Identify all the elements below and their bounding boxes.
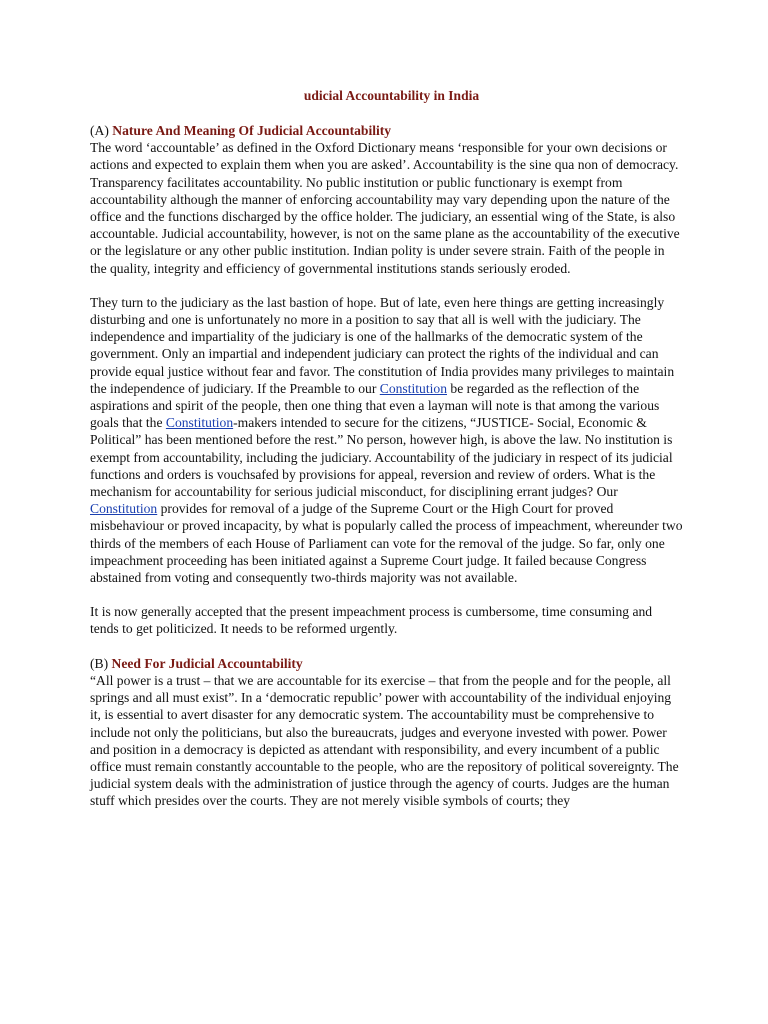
para2-text-3: -makers intended to secure for the citizens, “JUSTICE- Social, Economic & Political” has been mentioned before the rest.” No person, however high, is above the law. No institution is exempt from accountability, including the judiciary. Accountability of the judiciary in respect of its judicial functions and orders is vouchsafed by provisions for appeal, reversion and review of orders. What is the mechanism for accountability for serious judicial misconduct, for disciplining errant judges? Our [90,415,673,500]
constitution-link-1[interactable]: Constitution [379,380,447,396]
section-a-heading-text: Nature And Meaning Of Judicial Accountability [112,123,392,138]
document-title: udicial Accountability in India [303,88,480,103]
section-b-heading [90,655,683,672]
section-b-prefix: (B) [90,655,112,671]
para2-text-4: provides for removal of a judge of the Supreme Court or the High Court for proved misbehaviour or proved incapacity, by what is popularly called the process of impeachment, whereunder two thirds of the members of each House of Parliament can vote for the removal of the judge. So far, only one impeachment proceeding has been initiated against a Supreme Court judge. It failed because Congress abstained from voting and consequently two-thirds majority was not available. [90,501,683,586]
section-b-heading-text: Need For Judicial Accountability [111,655,303,671]
section-a-heading [90,122,683,139]
para2-text-1: They turn to the judiciary as the last bastion of hope. But of late, even here things are getting increasingly disturbing and one is unfortunately no more in a position to say that all is well with the judiciary. The independence and impartiality of the judiciary is one of the hallmarks of the democratic system of the government. Only an impartial and independent judiciary can protect the rights of the individual and can provide equal justice without fear and favor. The constitution of India provides many privileges to maintain the independence of judiciary. If the Preamble to our [90,294,675,396]
section-a-paragraph-2 [90,294,683,586]
constitution-link-3[interactable]: Constitution [90,501,158,517]
constitution-link-2[interactable]: Constitution [165,415,234,431]
section-a-paragraph-3: It is now generally accepted that the present impeachment process is cumbersome, time consuming and tends to get politicized. It needs to be reformed urgently. [90,604,653,637]
section-b-paragraph-1: “All power is a trust – that we are accountable for its exercise – that from the people and for the people, all springs and all must exist”. In a ‘democratic republic’ power with accountability of the individual enjoying it, is essential to avert disaster for any democratic system. The accountability must be comprehensive to include not only the politicians, but also the bureaucrats, judges and everyone invested with power. Power and position in a democracy is depicted as attendant with responsibility, and every incumbent of a public office must remain constantly accountable to the people, who are the repository of political sovereignty. The judicial system deals with the administration of justice through the agency of courts. Judges are the human stuff which presides over the courts. They are not merely visible symbols of courts; they [90,672,679,809]
section-a-prefix: (A) [90,123,113,138]
section-a-paragraph-1: The word ‘accountable’ as defined in the Oxford Dictionary means ‘responsible for your own decisions or actions and expected to explain them when you are asked’. Accountability is the sine qua non of democracy. Transparency facilitates accountability. No public institution or public functionary is exempt from accountability although the manner of enforcing accountability may vary depending upon the nature of the office and the functions discharged by the office holder. The judiciary, an essential wing of the State, is also accountable. Judicial accountability, however, is not on the same plane as the accountability of the executive or the legislature or any other public institution. Indian polity is under severe strain. Faith of the people in the quality, integrity and efficiency of governmental institutions stands seriously eroded. [90,140,680,276]
para2-text-2: be regarded as the reflection of the aspirations and spirit of the people, then one thing that even a layman will note is that among the various goals that the [90,380,660,431]
